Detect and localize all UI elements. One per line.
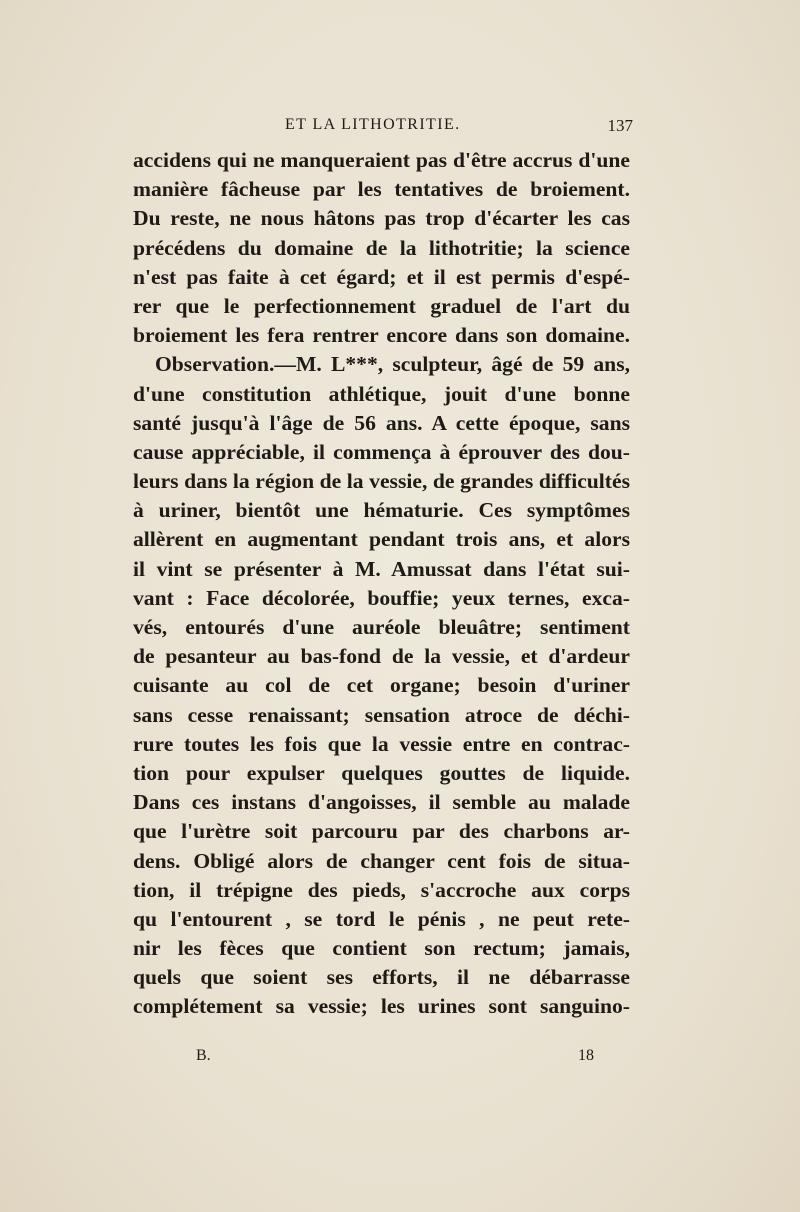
- text-line: n'est pas faite à cet égard; et il est permis d'espé-: [133, 264, 630, 289]
- text-line: leurs dans la région de la vessie, de grandes difficultés: [133, 469, 630, 494]
- text-line: complétement sa vessie; les urines sont sanguino-: [133, 994, 630, 1019]
- text-line: rure toutes les fois que la vessie entre en contrac-: [133, 731, 630, 756]
- signature-mark: B.: [196, 1047, 211, 1064]
- text-line: accidens qui ne manqueraient pas d'être accrus d'une: [133, 148, 630, 172]
- running-title: ET LA LITHOTRITIE.: [285, 116, 461, 133]
- text-line: d'une constitution athlétique, jouit d'une bonne: [133, 381, 630, 406]
- text-line: manière fâcheuse par les tentatives de broiement.: [133, 177, 630, 202]
- text-line: il vint se présenter à M. Amussat dans l'état sui-: [133, 556, 630, 581]
- text-line: tion pour expulser quelques gouttes de liquide.: [133, 760, 630, 785]
- text-line: allèrent en augmentant pendant trois ans, et alors: [133, 527, 630, 552]
- text-line: à uriner, bientôt une hématurie. Ces symptômes: [133, 498, 630, 523]
- text-line: de pesanteur au bas-fond de la vessie, et d'ardeur: [133, 644, 630, 669]
- page-footer: [196, 1047, 596, 1069]
- text-line: santé jusqu'à l'âge de 56 ans. A cette époque, sans: [133, 410, 630, 435]
- text-line: précédens du domaine de la lithotritie; la science: [133, 235, 630, 260]
- observation-heading-line: Observation.—M. L***, sculpteur, âgé de 59 ans,: [155, 352, 630, 377]
- text-line: Dans ces instans d'angoisses, il semble au malade: [133, 790, 630, 815]
- text-line: sans cesse renaissant; sensation atroce de déchi-: [133, 702, 630, 727]
- text-line: nir les fèces que contient son rectum; jamais,: [133, 936, 630, 961]
- text-line: qu l'entourent , se tord le pénis , ne peut rete-: [133, 906, 630, 931]
- page-number: 137: [607, 116, 633, 135]
- text-line: cause appréciable, il commença à éprouver des dou-: [133, 439, 630, 464]
- body-text: [133, 146, 630, 1022]
- text-line: cuisante au col de cet organe; besoin d'uriner: [133, 673, 630, 698]
- text-line: broiement les fera rentrer encore dans son domaine.: [133, 323, 630, 348]
- text-line: vés, entourés d'une auréole bleuâtre; sentiment: [133, 615, 630, 639]
- sheet-number: 18: [578, 1047, 594, 1064]
- page-header: [133, 116, 633, 140]
- text-line: vant : Face décolorée, bouffie; yeux ternes, exca-: [133, 585, 630, 610]
- text-line: que l'urètre soit parcouru par des charbons ar-: [133, 819, 630, 844]
- text-line: dens. Obligé alors de changer cent fois de situa-: [133, 848, 630, 873]
- text-line: quels que soient ses efforts, il ne débarrasse: [133, 965, 630, 990]
- text-line: tion, il trépigne des pieds, s'accroche aux corps: [133, 877, 630, 902]
- text-line: rer que le perfectionnement graduel de l'art du: [133, 293, 630, 318]
- text-line: Du reste, ne nous hâtons pas trop d'écarter les cas: [133, 206, 630, 231]
